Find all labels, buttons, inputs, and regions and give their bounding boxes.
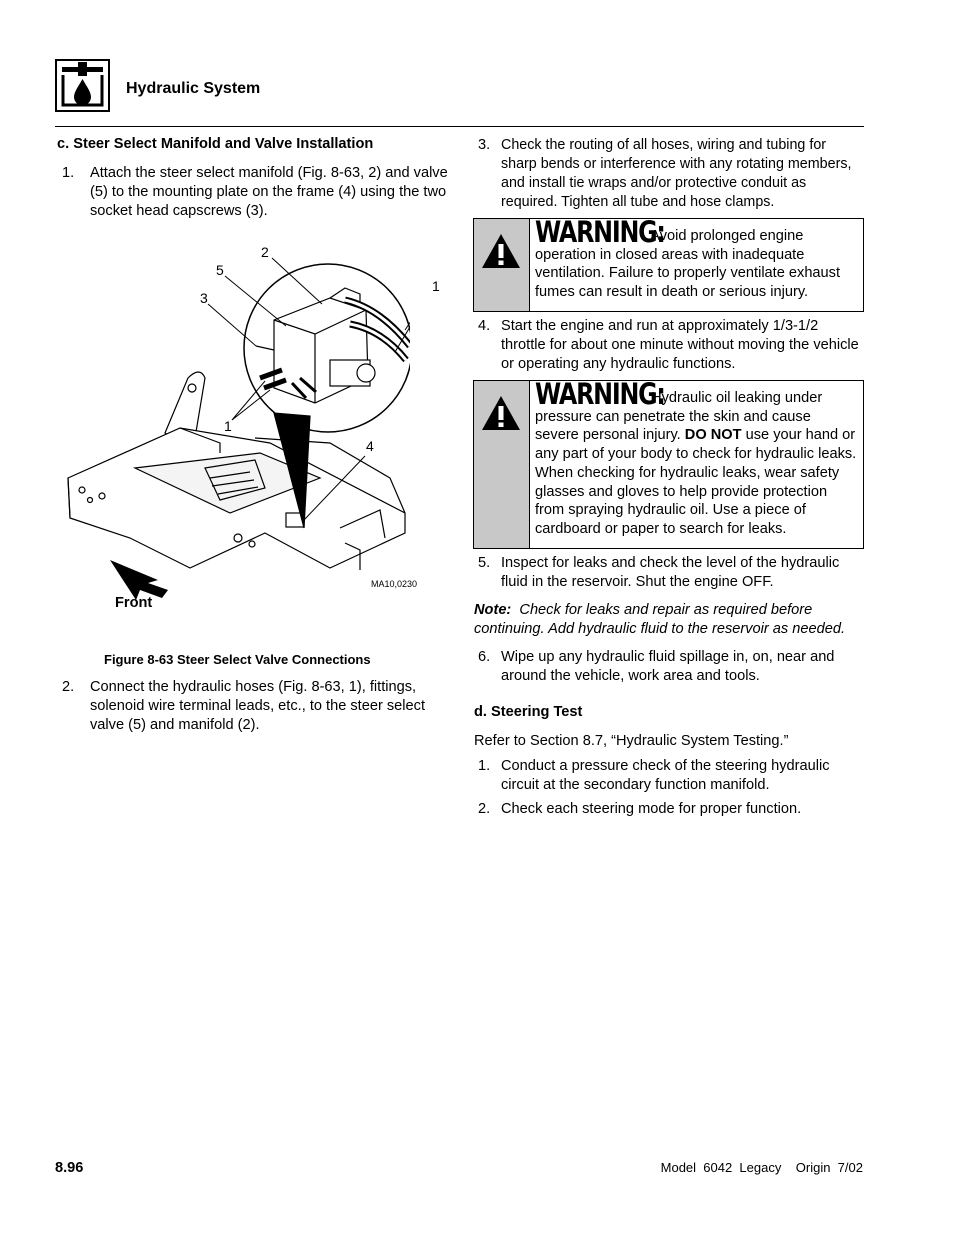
step-number: 1. <box>478 758 491 774</box>
steer-valve-figure <box>60 238 440 618</box>
hydraulic-logo-icon <box>55 59 110 112</box>
step-text: Connect the hydraulic hoses (Fig. 8-63, 1), fittings, solenoid wire terminal leads, etc., to the steer select valve (5) and manifold (2). <box>90 679 426 733</box>
warning-text-rest: operation in closed areas with inadequate ventilation. Failure to properly ventilate exhaust fumes can result in death or serious injury. <box>535 246 841 301</box>
step-number: 3. <box>478 137 491 153</box>
step-number: 2. <box>478 801 491 817</box>
callout-4: 4 <box>366 438 374 454</box>
step-text: Wipe up any hydraulic fluid spillage in, on, near and around the vehicle, work area and tools. <box>501 649 835 684</box>
subsection-heading-d: d. Steering Test <box>474 704 583 720</box>
callout-2: 2 <box>261 244 269 260</box>
warning-triangle-icon <box>481 233 521 269</box>
note <box>474 601 866 639</box>
warning-hydraulic-oil <box>473 377 864 549</box>
step-text: Check each steering mode for proper function. <box>501 801 802 817</box>
step-text: Check the routing of all hoses, wiring and tubing for sharp bends or interference with any rotating members, and install tie wraps and/or protective conduit as required. Tighten all tube and hose clamps. <box>501 137 852 210</box>
step-number: 5. <box>478 555 491 571</box>
warning-text: Hydraulic oil leaking under <box>651 390 823 406</box>
warning-word: WARNING: <box>535 377 665 411</box>
subsection-heading-c: c. Steer Select Manifold and Valve Installation <box>57 136 374 152</box>
note-text: Check for leaks and repair as required before continuing. Add hydraulic fluid to the reservoir as needed. <box>474 602 846 637</box>
refer-text: Refer to Section 8.7, “Hydraulic System Testing.” <box>474 733 789 749</box>
step-text: Attach the steer select manifold (Fig. 8-63, 2) and valve (5) to the mounting plate on the frame (4) using the two socket head capscrews (3). <box>90 165 448 219</box>
step-number: 6. <box>478 649 491 665</box>
step-text: Conduct a pressure check of the steering hydraulic circuit at the secondary function manifold. <box>501 758 830 793</box>
warning-text-a: pressure can penetrate the skin and cause severe personal injury. <box>535 408 811 444</box>
header-rule <box>55 126 864 127</box>
figure-illustration <box>60 238 410 618</box>
warning-triangle-icon <box>481 395 521 431</box>
figure-code: MA10,0230 <box>371 579 418 589</box>
model-info: Model 6042 Legacy Origin 7/02 <box>660 1160 863 1175</box>
warning-do-not: DO NOT <box>684 427 742 444</box>
page-number: 8.96 <box>55 1160 84 1176</box>
front-label: Front <box>115 595 153 611</box>
callout-1-hoses: 1 <box>432 278 440 294</box>
callout-3: 3 <box>200 290 208 306</box>
step-text: Inspect for leaks and check the level of the hydraulic fluid in the reservoir. Shut the engine OFF. <box>501 555 840 590</box>
step-text: Start the engine and run at approximately 1/3-1/2 throttle for about one minute without moving the vehicle or operating any hydraulic functions. <box>501 318 859 372</box>
callout-5: 5 <box>216 262 224 278</box>
section-title: Hydraulic System <box>126 80 261 97</box>
note-label: Note: <box>474 602 512 618</box>
warning-word: WARNING: <box>535 215 665 249</box>
figure-caption: Figure 8-63 Steer Select Valve Connections <box>104 652 371 667</box>
warning-exhaust <box>473 215 864 312</box>
warning-text-b: use your hand or any part of your body to check for hydraulic leaks. When checking for hydraulic leaks, wear safety glasses and gloves to help provide protection from spraying hydraulic oil. Use a piece of cardboard or paper to search for leaks. <box>535 427 857 537</box>
warning-text-rest <box>535 408 857 539</box>
warning-text: Avoid prolonged engine <box>650 228 804 244</box>
step-number: 1. <box>62 165 75 181</box>
step-number: 2. <box>62 679 75 695</box>
step-number: 4. <box>478 318 491 334</box>
callout-1-leads: 1 <box>224 418 232 434</box>
